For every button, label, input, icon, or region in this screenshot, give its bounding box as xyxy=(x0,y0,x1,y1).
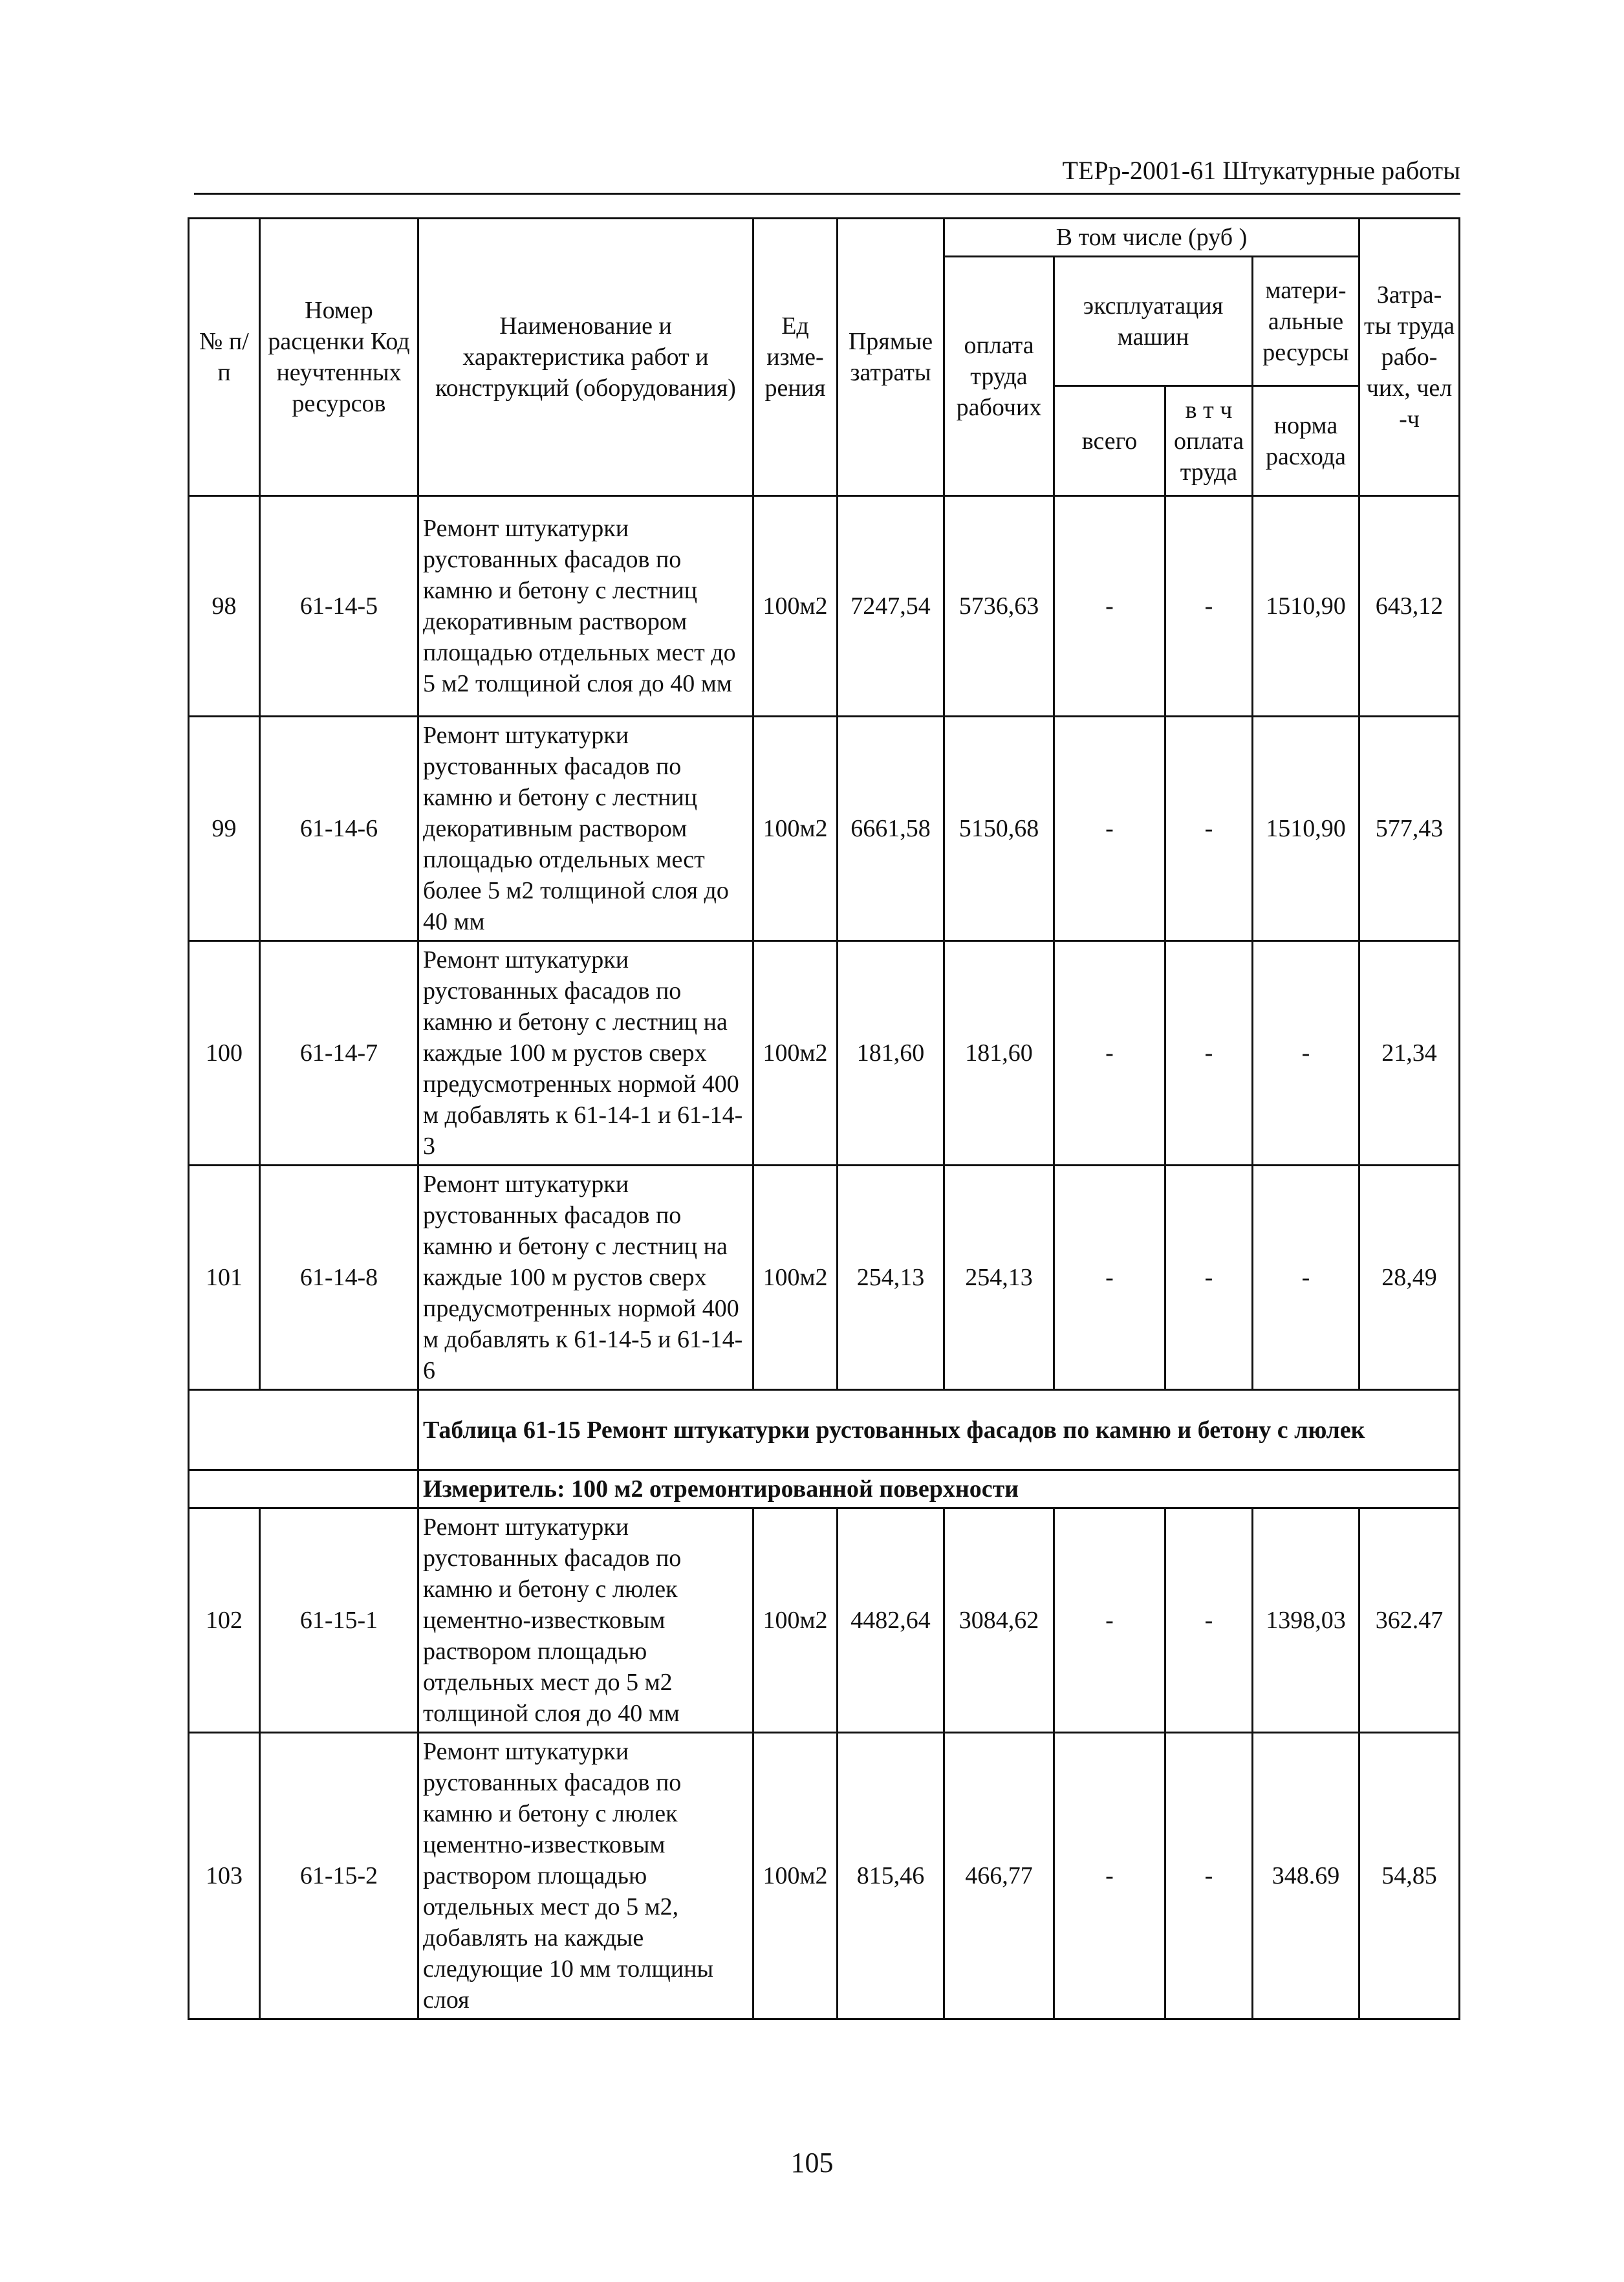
header-direct: Прямые затраты xyxy=(838,219,944,496)
row-unit: 100м2 xyxy=(753,941,838,1166)
section-unit: Измеритель: 100 м2 отремонтированной поверхности xyxy=(418,1470,1460,1508)
row-num: 103 xyxy=(189,1733,260,2019)
header-materials-norm: норма расхода xyxy=(1253,386,1359,496)
row-unit: 100м2 xyxy=(753,1508,838,1733)
row-mach-labor: - xyxy=(1165,1166,1253,1390)
section-title-row xyxy=(189,1390,1460,1470)
row-name: Ремонт штукатурки рустованных фасадов по камню и бетону с лестниц на каждые 100 м рустов сверх предусмотренных нормой 400 м добавлять к 61-14-5 и 61-14-6 xyxy=(418,1166,753,1390)
section-unit-blank xyxy=(189,1470,418,1508)
row-materials: 348.69 xyxy=(1253,1733,1359,2019)
table-row xyxy=(189,717,1460,941)
page-number: 105 xyxy=(790,2147,834,2179)
row-mach-labor: - xyxy=(1165,717,1253,941)
header-machines-labor: в т ч оплата труда xyxy=(1165,386,1253,496)
header-name: Наименование и характеристика работ и конструкций (оборудования) xyxy=(418,219,753,496)
row-code: 61-14-7 xyxy=(260,941,418,1166)
header-code: Номер расценки Код неучтенных ресурсов xyxy=(260,219,418,496)
row-num: 102 xyxy=(189,1508,260,1733)
row-mach-labor: - xyxy=(1165,1733,1253,2019)
row-labor: 5150,68 xyxy=(944,717,1054,941)
row-num: 98 xyxy=(189,496,260,717)
header-labor-hours: Затра-ты труда рабо-чих, чел -ч xyxy=(1359,219,1460,496)
row-num: 99 xyxy=(189,717,260,941)
table-row xyxy=(189,496,1460,717)
table-row xyxy=(189,1508,1460,1733)
row-mach-total: - xyxy=(1054,1166,1165,1390)
table-row xyxy=(189,941,1460,1166)
row-mach-labor: - xyxy=(1165,941,1253,1166)
header-including: В том числе (руб ) xyxy=(944,219,1359,257)
header-unit: Ед изме-рения xyxy=(753,219,838,496)
table-row xyxy=(189,1166,1460,1390)
header-num: № п/п xyxy=(189,219,260,496)
row-name: Ремонт штукатурки рустованных фасадов по камню и бетону с лестниц декоративным раствором площадью отдельных мест до 5 м2 толщиной слоя до 40 мм xyxy=(418,496,753,717)
row-code: 61-14-5 xyxy=(260,496,418,717)
header-rule xyxy=(194,193,1460,195)
row-name: Ремонт штукатурки рустованных фасадов по камню и бетону с лестниц на каждые 100 м рустов сверх предусмотренных нормой 400 м добавлять к 61-14-1 и 61-14-3 xyxy=(418,941,753,1166)
header-materials: матери-альные ресурсы xyxy=(1253,257,1359,386)
header-labor-pay: оплата труда рабочих xyxy=(944,257,1054,496)
row-hours: 643,12 xyxy=(1359,496,1460,717)
section-title: Таблица 61-15 Ремонт штукатурки рустованных фасадов по камню и бетону с люлек xyxy=(418,1390,1460,1470)
row-labor: 3084,62 xyxy=(944,1508,1054,1733)
row-materials: - xyxy=(1253,941,1359,1166)
row-labor: 466,77 xyxy=(944,1733,1054,2019)
header-machines: эксплуатация машин xyxy=(1054,257,1253,386)
row-direct: 6661,58 xyxy=(838,717,944,941)
row-name: Ремонт штукатурки рустованных фасадов по камню и бетону с лестниц декоративным раствором площадью отдельных мест более 5 м2 толщиной слоя до 40 мм xyxy=(418,717,753,941)
row-direct: 815,46 xyxy=(838,1733,944,2019)
row-hours: 28,49 xyxy=(1359,1166,1460,1390)
row-mach-total: - xyxy=(1054,1508,1165,1733)
row-unit: 100м2 xyxy=(753,717,838,941)
row-code: 61-15-2 xyxy=(260,1733,418,2019)
row-labor: 181,60 xyxy=(944,941,1054,1166)
row-name: Ремонт штукатурки рустованных фасадов по камню и бетону с люлек цементно-известковым раствором площадью отдельных мест до 5 м2 толщиной слоя до 40 мм xyxy=(418,1508,753,1733)
row-direct: 7247,54 xyxy=(838,496,944,717)
row-num: 101 xyxy=(189,1166,260,1390)
row-mach-total: - xyxy=(1054,717,1165,941)
row-materials: 1510,90 xyxy=(1253,496,1359,717)
row-labor: 5736,63 xyxy=(944,496,1054,717)
table-row xyxy=(189,1733,1460,2019)
header-row-1 xyxy=(189,219,1460,257)
running-header: ТЕРр-2001-61 Штукатурные работы xyxy=(1062,156,1460,185)
row-unit: 100м2 xyxy=(753,496,838,717)
row-hours: 362.47 xyxy=(1359,1508,1460,1733)
row-code: 61-14-6 xyxy=(260,717,418,941)
row-labor: 254,13 xyxy=(944,1166,1054,1390)
row-mach-total: - xyxy=(1054,941,1165,1166)
row-mach-labor: - xyxy=(1165,1508,1253,1733)
row-unit: 100м2 xyxy=(753,1166,838,1390)
row-hours: 577,43 xyxy=(1359,717,1460,941)
section-title-blank xyxy=(189,1390,418,1470)
row-materials: - xyxy=(1253,1166,1359,1390)
row-mach-labor: - xyxy=(1165,496,1253,717)
row-num: 100 xyxy=(189,941,260,1166)
row-materials: 1510,90 xyxy=(1253,717,1359,941)
row-mach-total: - xyxy=(1054,1733,1165,2019)
header-machines-total: всего xyxy=(1054,386,1165,496)
row-materials: 1398,03 xyxy=(1253,1508,1359,1733)
row-direct: 254,13 xyxy=(838,1166,944,1390)
row-mach-total: - xyxy=(1054,496,1165,717)
row-hours: 54,85 xyxy=(1359,1733,1460,2019)
row-code: 61-15-1 xyxy=(260,1508,418,1733)
row-unit: 100м2 xyxy=(753,1733,838,2019)
rates-table xyxy=(188,217,1460,2020)
row-name: Ремонт штукатурки рустованных фасадов по камню и бетону с люлек цементно-известковым раствором площадью отдельных мест до 5 м2, добавлять на каждые следующие 10 мм толщины слоя xyxy=(418,1733,753,2019)
row-direct: 4482,64 xyxy=(838,1508,944,1733)
row-code: 61-14-8 xyxy=(260,1166,418,1390)
row-direct: 181,60 xyxy=(838,941,944,1166)
row-hours: 21,34 xyxy=(1359,941,1460,1166)
section-unit-row xyxy=(189,1470,1460,1508)
